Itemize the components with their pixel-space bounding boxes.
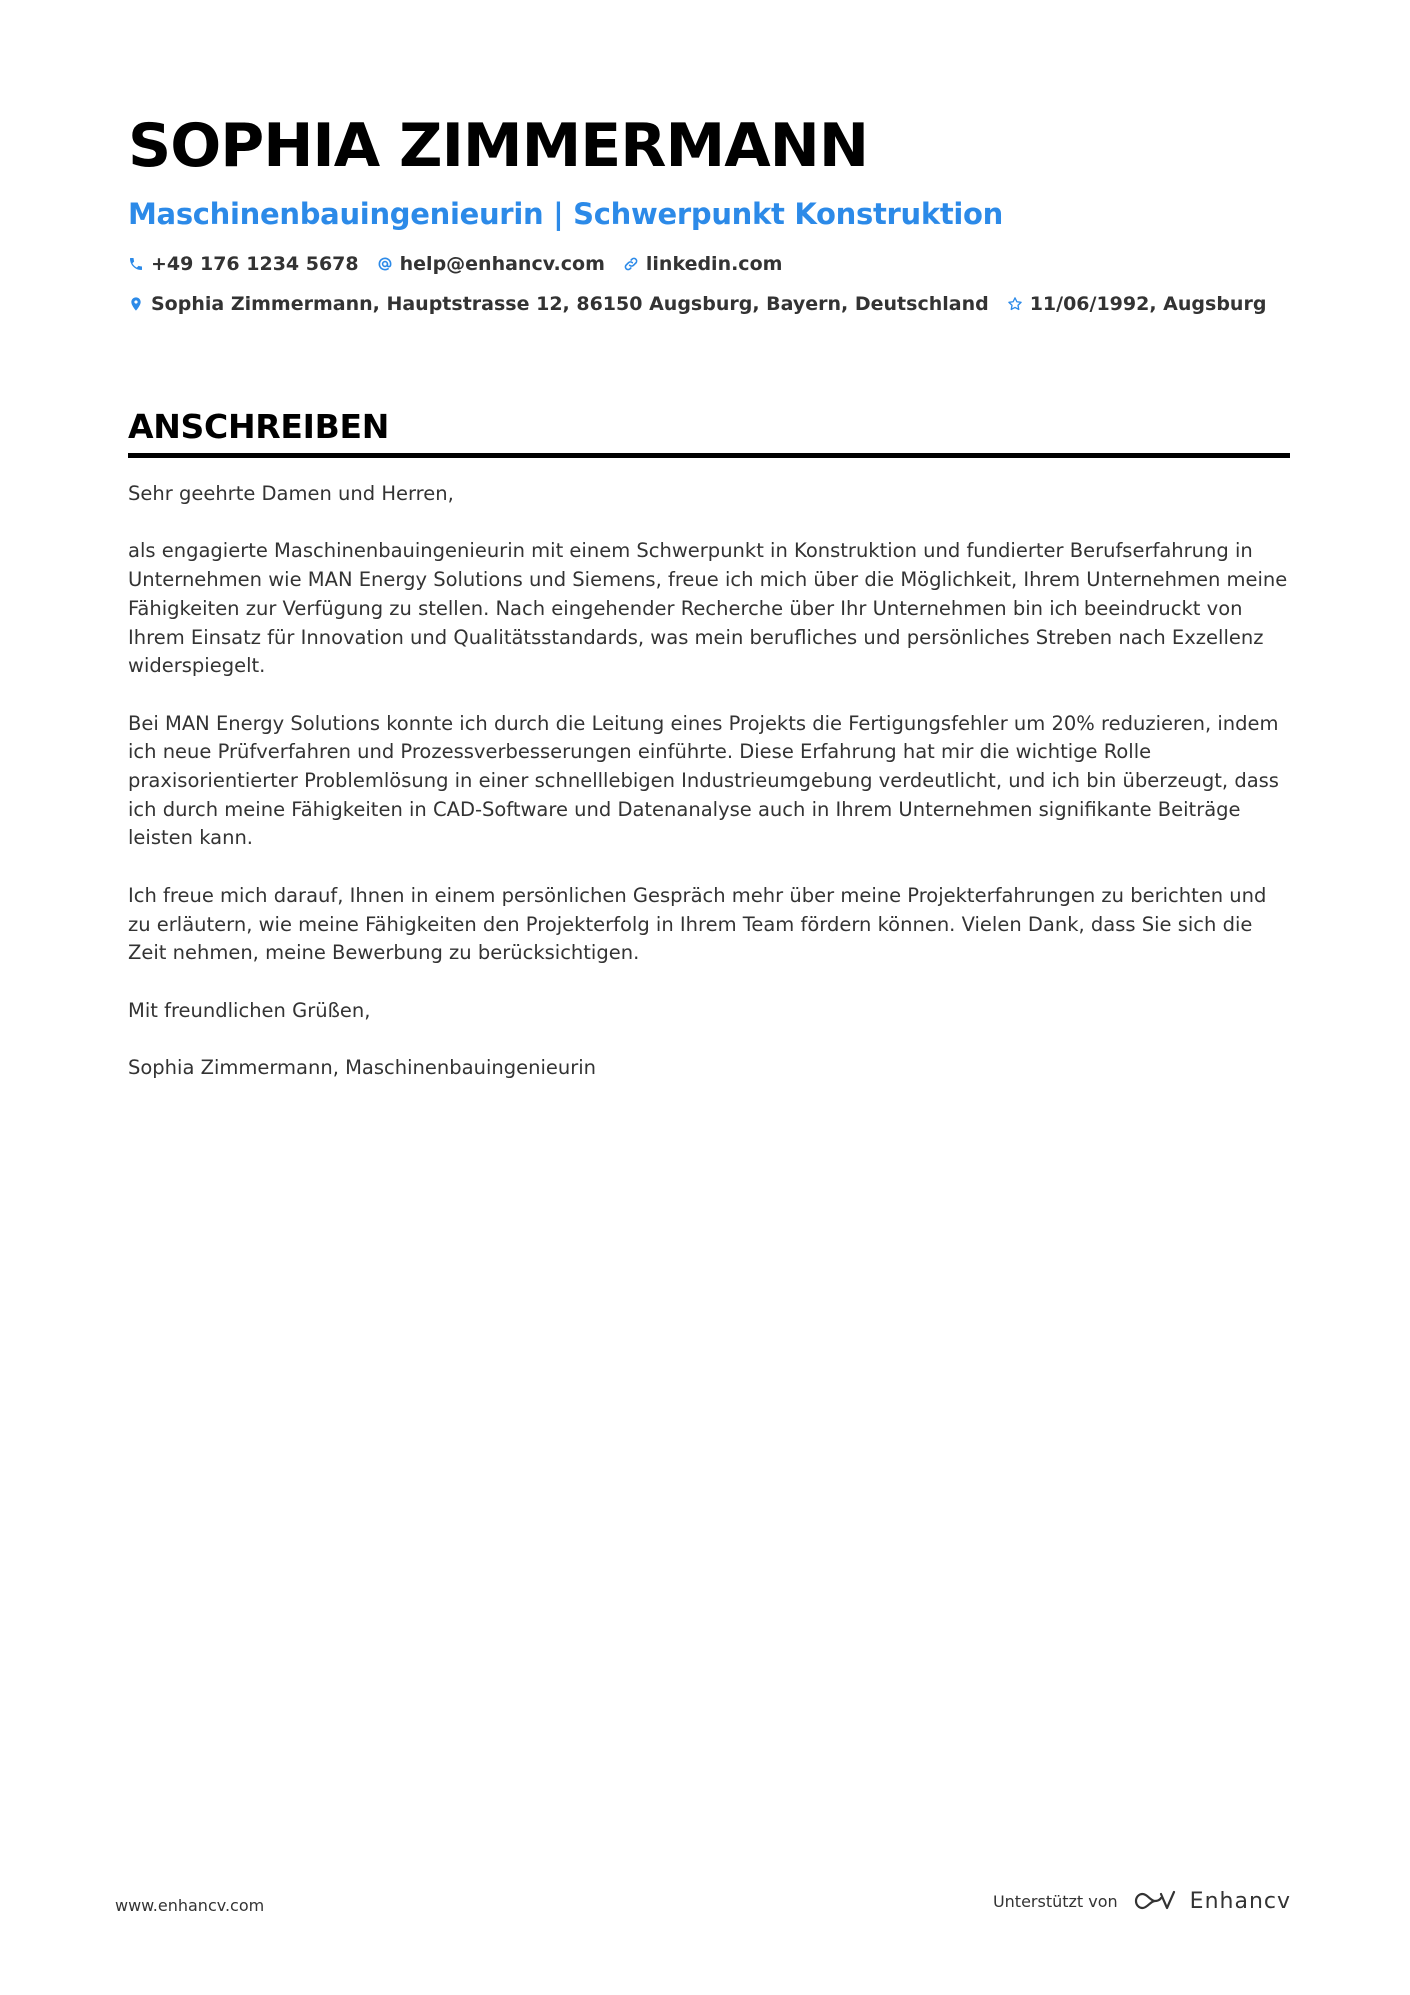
letter-signature: Sophia Zimmermann, Maschinenbauingenieurin — [128, 1055, 597, 1079]
cover-letter-section — [128, 405, 1290, 1111]
candidate-title: Maschinenbauingenieurin | Schwerpunkt Konstruktion — [128, 197, 1004, 231]
contact-birth — [1007, 290, 1267, 318]
letter-closing: Mit freundlichen Grüßen, — [128, 998, 371, 1022]
letter-paragraph-1: als engagierte Maschinenbauingenieurin mit einem Schwerpunkt in Konstruktion und fundierter Berufserfahrung in Unternehmen wie MAN Energy Solutions und Siemens, freue ich mich über die Möglichkeit, Ihrem Unternehmen meine Fähigkeiten zur Verfügung zu stellen. Nach eingehender Recherche über Ihr Unternehmen bin ich beeindruckt von Ihrem Einsatz für Innovation und Qualitätsstandards, was mein berufliches und persönliches Streben nach Exzellenz widerspiegelt. — [128, 539, 1288, 678]
contact-email[interactable] — [377, 250, 605, 278]
footer-brand: Enhancv — [1189, 1888, 1291, 1914]
contact-row-2 — [128, 290, 1288, 318]
star-icon — [1007, 296, 1023, 312]
contact-linkedin-text: linkedin.com — [645, 253, 783, 275]
enhancv-logo-icon — [1132, 1888, 1178, 1914]
contact-linkedin[interactable] — [623, 250, 783, 278]
section-divider — [128, 453, 1290, 458]
letter-paragraph-3: Ich freue mich darauf, Ihnen in einem persönlichen Gespräch mehr über meine Projekterfahrungen zu berichten und zu erläutern, wie meine Fähigkeiten den Projekterfolg in Ihrem Team fördern können. Vielen Dank, dass Sie sich die Zeit nehmen, meine Bewerbung zu berücksichtigen. — [128, 883, 1267, 965]
contact-phone-text: +49 176 1234 5678 — [151, 253, 359, 275]
footer-branding[interactable] — [993, 1888, 1291, 1914]
footer-website[interactable]: www.enhancv.com — [115, 1896, 265, 1915]
phone-icon — [128, 256, 144, 272]
footer-powered-by: Unterstützt von — [992, 1891, 1118, 1911]
letter-paragraph-2: Bei MAN Energy Solutions konnte ich durch die Leitung eines Projekts die Fertigungsfehler um 20% reduzieren, indem ich neue Prüfverfahren und Prozessverbesserungen einführte. Diese Erfahrung hat mir die wichtige Rolle praxisorientierter Problemlösung in einer schnelllebigen Industrieumgebung verdeutlicht, und ich bin überzeugt, dass ich durch meine Fähigkeiten in CAD-Software und Datenanalyse auch in Ihrem Unternehmen signifikante Beiträge leisten kann. — [128, 711, 1279, 850]
at-icon — [377, 256, 393, 272]
link-icon — [623, 256, 639, 272]
contact-phone[interactable] — [128, 250, 359, 278]
location-pin-icon — [128, 296, 144, 312]
letter-salutation: Sehr geehrte Damen und Herren, — [128, 482, 454, 505]
contact-address — [128, 290, 989, 318]
contact-birth-text: 11/06/1992, Augsburg — [1029, 293, 1267, 315]
letter-body — [128, 480, 1290, 1083]
candidate-name: SOPHIA ZIMMERMANN — [128, 111, 869, 181]
contact-email-text: help@enhancv.com — [399, 253, 605, 275]
contact-row-1 — [128, 250, 1288, 278]
contact-address-text: Sophia Zimmermann, Hauptstrasse 12, 86150 Augsburg, Bayern, Deutschland — [151, 293, 989, 315]
header — [128, 108, 1288, 318]
section-title: ANSCHREIBEN — [128, 407, 390, 446]
